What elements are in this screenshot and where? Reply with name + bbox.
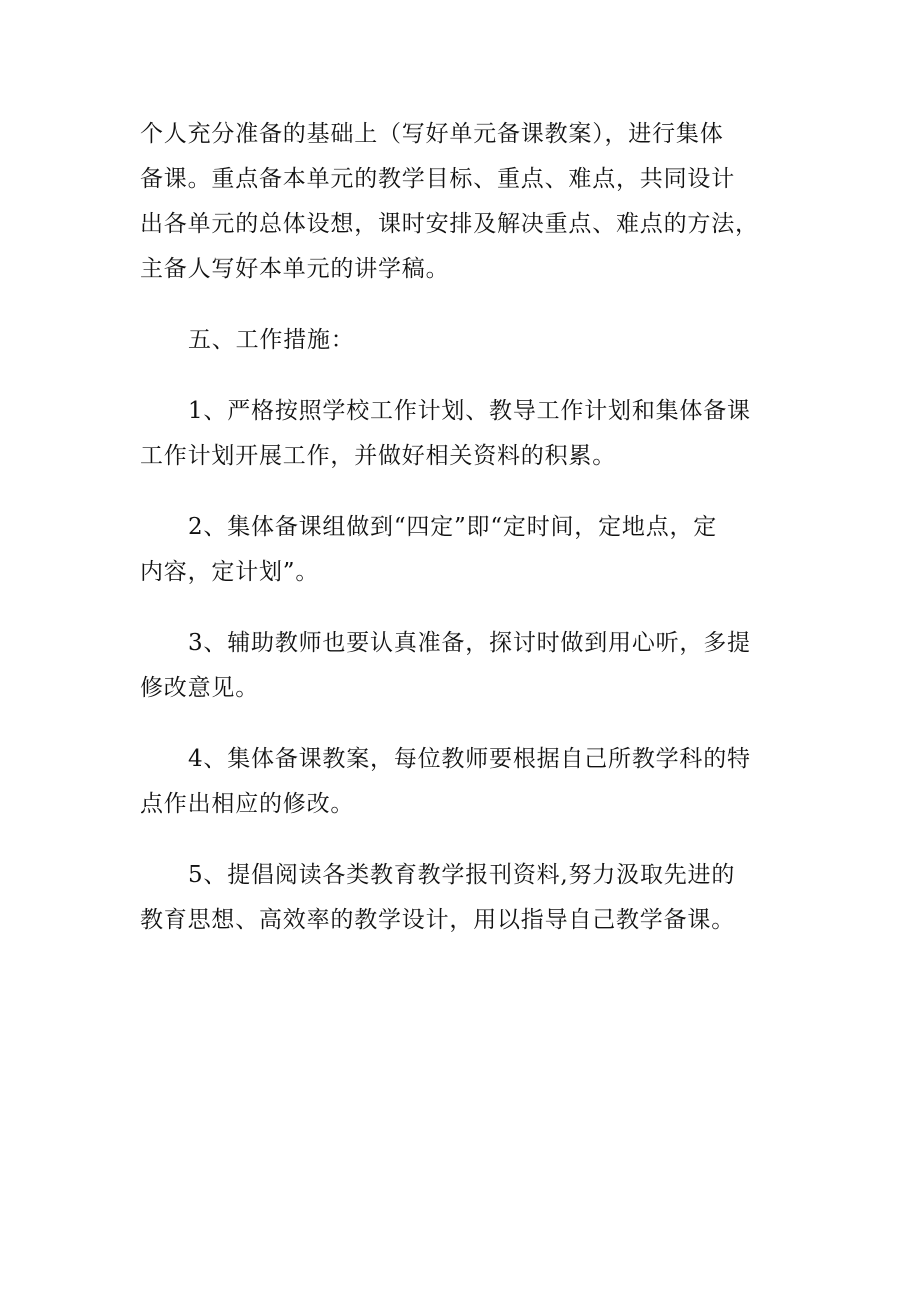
list-item-5	[140, 853, 780, 943]
text-line: 内容，定计划”。	[140, 559, 320, 585]
section-heading-work-measures	[140, 318, 780, 363]
text-line: 工作计划开展工作，并做好相关资料的积累。	[140, 443, 616, 469]
text-line: 3、辅助教师也要认真准备，探讨时做到用心听，多提	[188, 630, 751, 656]
paragraph-collective-preparation	[140, 112, 780, 292]
list-item-4	[140, 737, 780, 827]
text-line: 4、集体备课教案，每位教师要根据自己所教学科的特	[188, 746, 751, 772]
text-line: 1、严格按照学校工作计划、教导工作计划和集体备课	[188, 398, 751, 424]
text-line: 点作出相应的修改。	[140, 791, 355, 817]
document-body	[140, 112, 780, 969]
text-line: 教育思想、高效率的教学设计，用以指导自己教学备课。	[140, 907, 735, 933]
text-line: 5、提倡阅读各类教育教学报刊资料,努力汲取先进的	[188, 862, 736, 888]
list-item-1	[140, 389, 780, 479]
heading-line: 五、工作措施：	[188, 327, 355, 353]
text-line: 备课。重点备本单元的教学目标、重点、难点，共同设计	[140, 166, 735, 192]
text-line: 2、集体备课组做到“四定”即“定时间，定地点，定	[188, 514, 718, 540]
list-item-2	[140, 505, 780, 595]
list-item-3	[140, 621, 780, 711]
text-line: 出各单元的总体设想，课时安排及解决重点、难点的方法，	[140, 211, 759, 237]
text-line: 修改意见。	[140, 675, 259, 701]
text-line: 主备人写好本单元的讲学稿。	[140, 256, 450, 282]
text-line: 个人充分准备的基础上（写好单元备课教案），进行集体	[140, 121, 724, 147]
